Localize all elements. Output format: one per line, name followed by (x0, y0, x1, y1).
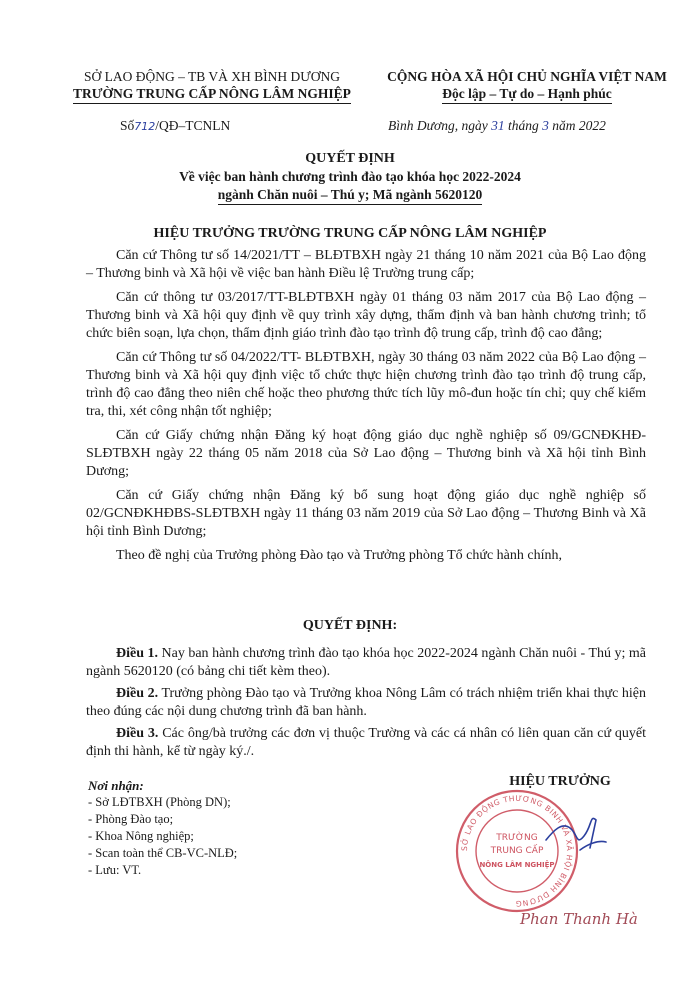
nation-line-2: Độc lập – Tự do – Hạnh phúc (442, 85, 612, 104)
article-1 (86, 645, 646, 681)
stamp-line-2: TRUNG CẤP (490, 846, 544, 856)
recipients-heading: Nơi nhận: (88, 778, 144, 793)
nation-line-1: CỘNG HÒA XÃ HỘI CHỦ NGHĨA VIỆT NAM (387, 69, 667, 84)
recipient-item: - Khoa Nông nghiệp; (88, 829, 194, 843)
document-subject-line-2: ngành Chăn nuôi – Thú y; Mã ngành 5620120 (218, 186, 483, 205)
article-3-label: Điều 3. (116, 726, 159, 741)
article-1-label: Điều 1. (116, 646, 159, 661)
article-1-text: Nay ban hành chương trình đào tạo khóa học 2022-2024 ngành Chăn nuôi - Thú y; mã ngành 5620120 (có bảng chi tiết kèm theo). (86, 646, 647, 679)
org-line-2: TRƯỜNG TRUNG CẤP NÔNG LÂM NGHIỆP (73, 85, 351, 104)
legal-basis-3: Căn cứ Thông tư số 04/2022/TT- BLĐTBXH, ngày 30 tháng 03 năm 2022 của Bộ Lao động – Thương binh và Xã hội quy định việc tổ chức thực hiện chương trình đào tạo trình độ trung cấp, trình độ cao đẳng theo niên chế hoặc theo phương thức tích lũy mô-đun hoặc tín chỉ; quy chế kiểm tra, thi, xét công nhận tốt nghiệp; (86, 350, 646, 419)
article-2-text: Trưởng phòng Đào tạo và Trưởng khoa Nông Lâm có trách nhiệm triển khai thực hiện theo đúng các nội dung chương trình đã ban hành. (86, 686, 647, 719)
doc-number-handwritten: 712 (134, 120, 156, 133)
stamp-line-1: TRƯỜNG (496, 833, 538, 843)
date-month-label: tháng (507, 118, 539, 133)
document-subject-line-1: Về việc ban hành chương trình đào tạo khóa học 2022-2024 (179, 169, 521, 184)
recipient-item: - Phòng Đào tạo; (88, 812, 174, 826)
date-day-handwritten: 31 (491, 118, 505, 133)
articles (86, 645, 646, 761)
legal-basis-4: Căn cứ Giấy chứng nhận Đăng ký hoạt động giáo dục nghề nghiệp số 09/GCNĐKHĐ-SLĐTBXH ngày 22 tháng 05 năm 2018 của Sở Lao động – Thương binh và Xã hội tỉnh Bình Dương; (86, 428, 646, 479)
date-year: năm 2022 (552, 118, 606, 133)
place-date-prefix: Bình Dương, ngày (388, 118, 488, 133)
article-2 (86, 685, 646, 721)
recipients-block (88, 777, 237, 879)
recipient-item: - Sở LĐTBXH (Phòng DN); (88, 795, 231, 809)
signature-title: HIỆU TRƯỞNG (509, 774, 611, 789)
proposal-basis: Theo đề nghị của Trưởng phòng Đào tạo và Trưởng phòng Tổ chức hành chính, (116, 548, 562, 563)
place-date (388, 118, 606, 134)
national-header (372, 68, 682, 104)
article-3 (86, 725, 646, 761)
legal-basis-1: Căn cứ Thông tư số 14/2021/TT – BLĐTBXH ngày 21 tháng 10 năm 2021 của Bộ Lao động – Thương binh và Xã hội về việc ban hành Điều lệ Trường trung cấp; (86, 248, 646, 281)
recipient-item: - Lưu: VT. (88, 863, 142, 877)
legal-basis-2: Căn cứ thông tư 03/2017/TT-BLĐTBXH ngày 01 tháng 03 năm 2017 của Bộ Lao động – Thương binh và Xã hội quy định về quy trình xây dựng, thẩm định và ban hành chương trình; tổ chức biên soạn, lựa chọn, thẩm định giáo trình đào tạo trình độ trung cấp, trình độ cao đẳng; (86, 290, 646, 341)
article-3-text: Các ông/bà trưởng các đơn vị thuộc Trường và các cá nhân có liên quan căn cứ quyết định thi hành, kể từ ngày ký./. (86, 726, 646, 759)
legal-basis-5: Căn cứ Giấy chứng nhận Đăng ký bổ sung hoạt động giáo dục nghề nghiệp số 02/GCNĐKHĐBS-SLĐTBXH ngày 11 tháng 03 năm 2019 của Sở Lao động – Thương Binh và Xã hội tỉnh Bình Dương; (86, 488, 646, 539)
stamp-ring-text: SỞ LAO ĐỘNG THƯƠNG BINH VÀ XÃ HỘI BÌNH DƯƠNG (459, 793, 575, 909)
org-line-1: SỞ LAO ĐỘNG – TB VÀ XH BÌNH DƯƠNG (84, 69, 340, 84)
issuer-title: HIỆU TRƯỞNG TRƯỜNG TRUNG CẤP NÔNG LÂM NGHIỆP (153, 226, 547, 241)
date-month-handwritten: 3 (542, 118, 549, 133)
doc-number-suffix: /QĐ–TCNLN (155, 118, 231, 133)
decide-heading: QUYẾT ĐỊNH: (302, 618, 398, 633)
stamp-line-3: NÔNG LÂM NGHIỆP (479, 861, 555, 869)
issuing-org-header (62, 68, 362, 104)
document-title: QUYẾT ĐỊNH (305, 151, 395, 166)
document-number (120, 118, 230, 134)
doc-number-prefix: Số (120, 118, 135, 133)
article-2-label: Điều 2. (116, 686, 159, 701)
handwritten-signature (540, 800, 610, 860)
recipient-item: - Scan toàn thể CB-VC-NLĐ; (88, 846, 238, 860)
signer-name: Phan Thanh Hà (520, 910, 638, 928)
legal-bases (86, 247, 646, 565)
